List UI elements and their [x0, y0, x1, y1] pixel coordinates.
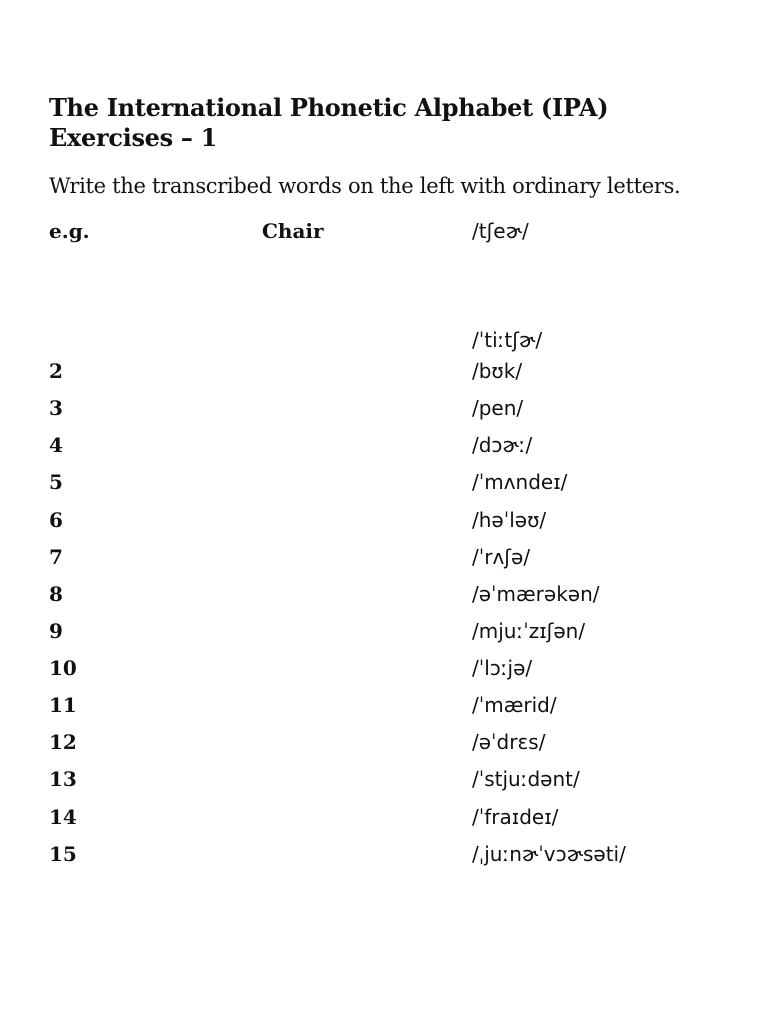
exercise-row: [0, 325, 768, 355]
exercise-row: [0, 467, 768, 497]
exercise-row: [0, 393, 768, 423]
exercise-number: 6: [49, 508, 63, 532]
exercise-ipa: /pen/: [472, 396, 524, 420]
exercise-ipa: /əˈdrɛs/: [472, 730, 546, 754]
exercise-number: 2: [49, 359, 63, 383]
exercise-ipa: /ˈfraɪdeɪ/: [472, 805, 559, 829]
exercise-ipa: /mjuːˈzɪʃən/: [472, 619, 586, 643]
instructions-text: Write the transcribed words on the left with ordinary letters.: [49, 174, 681, 198]
exercise-ipa: /həˈləʊ/: [472, 508, 547, 532]
exercise-row: [0, 764, 768, 794]
exercise-number: 12: [49, 730, 77, 754]
exercise-ipa: /ˈmʌndeɪ/: [472, 470, 568, 494]
exercise-row: [0, 430, 768, 460]
exercise-row: [0, 356, 768, 386]
exercise-number: 7: [49, 545, 63, 569]
exercise-ipa: /əˈmærəkən/: [472, 582, 600, 606]
exercise-number: 13: [49, 767, 77, 791]
exercise-number: 4: [49, 433, 63, 457]
exercise-ipa: /dɔɚː/: [472, 433, 533, 457]
example-ipa: /tʃeɚ/: [472, 219, 529, 243]
title-line-1: The International Phonetic Alphabet (IPA): [49, 93, 609, 122]
exercise-row: [0, 727, 768, 757]
exercise-row: [0, 802, 768, 832]
exercise-number: 15: [49, 842, 77, 866]
exercise-number: 3: [49, 396, 63, 420]
exercise-number: 9: [49, 619, 63, 643]
exercise-number: 14: [49, 805, 77, 829]
exercise-row: [0, 653, 768, 683]
exercise-ipa: /ˈtiːtʃɚ/: [472, 328, 543, 352]
exercise-ipa: /ˈlɔːjə/: [472, 656, 533, 680]
exercise-ipa: /bʊk/: [472, 359, 523, 383]
page-title: [49, 93, 608, 153]
exercise-row: [0, 690, 768, 720]
exercise-row: [0, 579, 768, 609]
exercise-ipa: /ˈstjuːdənt/: [472, 767, 580, 791]
example-word: Chair: [262, 219, 324, 243]
exercise-ipa: /ˈmærid/: [472, 693, 557, 717]
exercise-row: [0, 505, 768, 535]
exercise-number: 11: [49, 693, 77, 717]
exercise-row: [0, 839, 768, 869]
example-label: e.g.: [49, 219, 90, 243]
exercise-row: [0, 616, 768, 646]
example-row: [0, 216, 768, 246]
exercise-number: 5: [49, 470, 63, 494]
exercise-number: 10: [49, 656, 77, 680]
title-line-2: Exercises – 1: [49, 123, 218, 152]
exercise-ipa: /ˌjuːnɚˈvɔɚsəti/: [472, 842, 626, 866]
exercise-ipa: /ˈrʌʃə/: [472, 545, 531, 569]
exercise-row: [0, 542, 768, 572]
exercise-number: 8: [49, 582, 63, 606]
